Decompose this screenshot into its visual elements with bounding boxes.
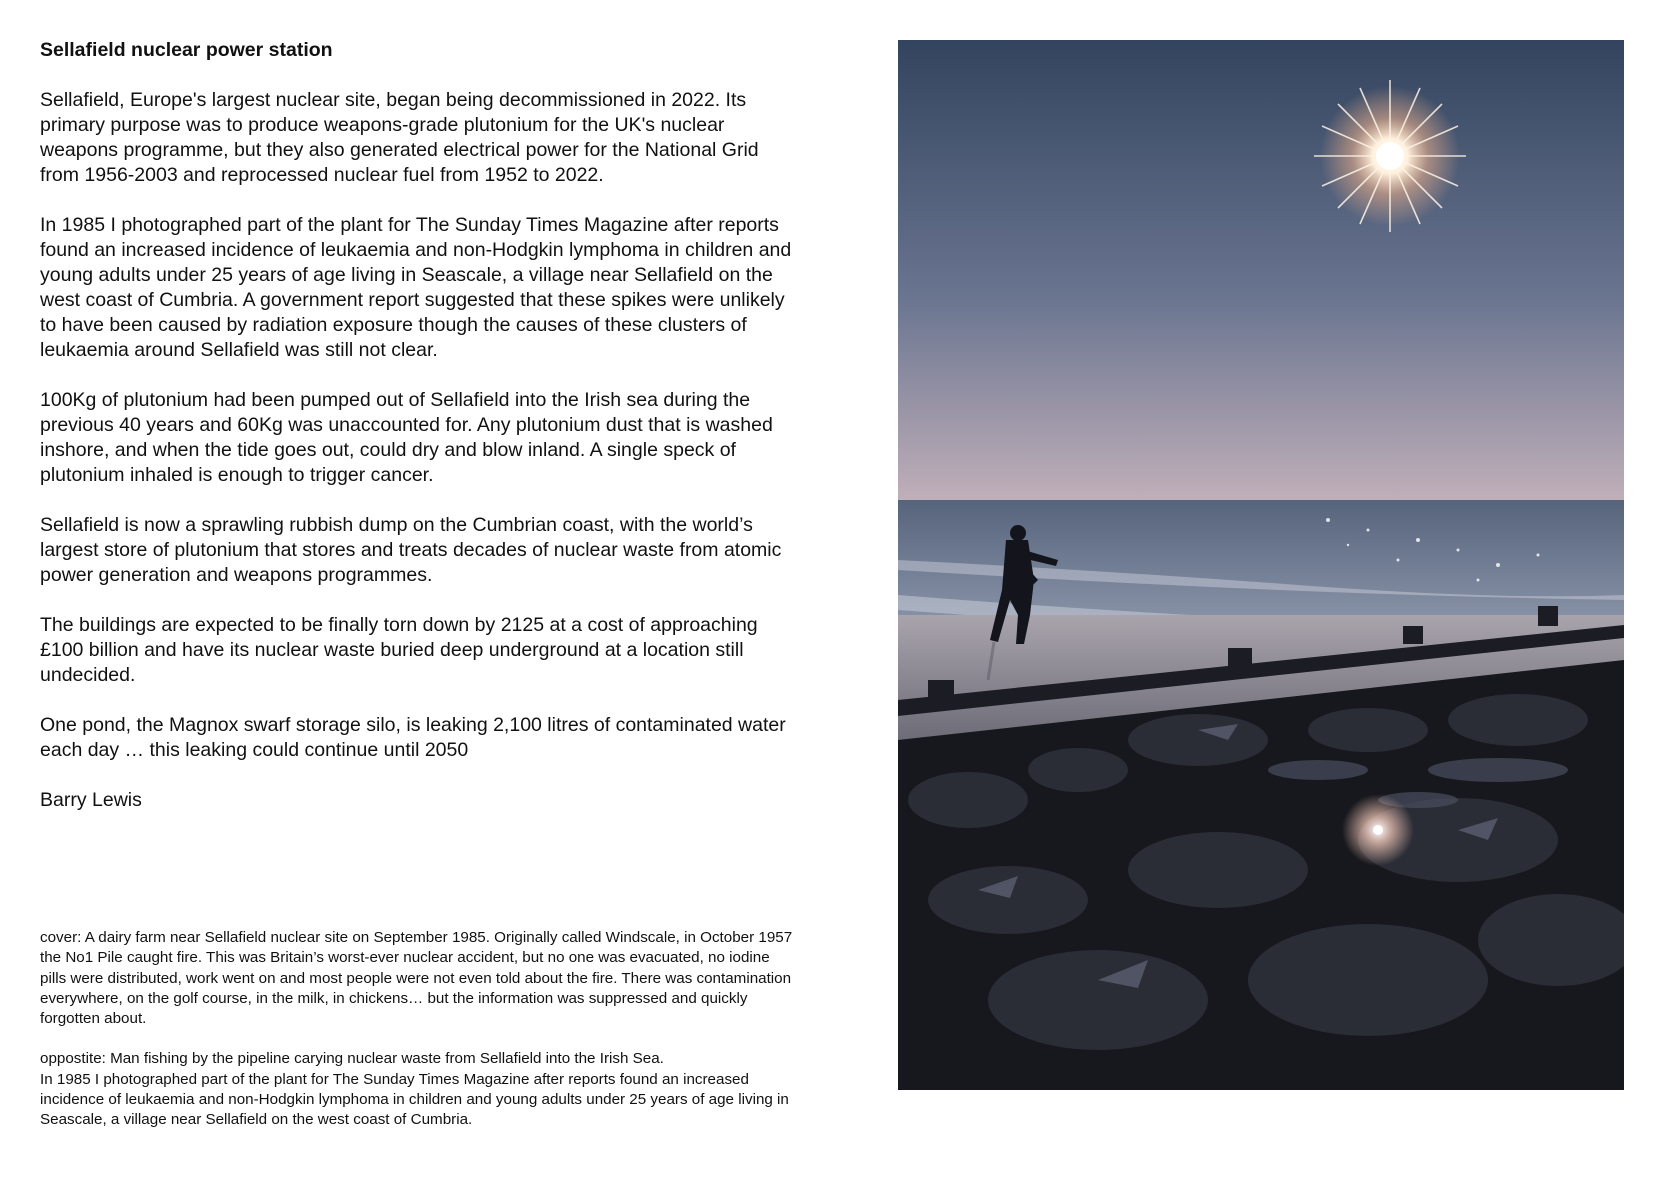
article-paragraph-1: Sellafield, Europe's largest nuclear site, began being decommissioned in 2022. Its primary purpose was to produce weapons-grade plutonium for the UK's nuclear weapons programme, but they also generated electrical power for the National Grid from 1956-2003 and reprocessed nuclear fuel from 1952 to 2022. [40,89,759,186]
cover-caption: cover: A dairy farm near Sellafield nuclear site on September 1985. Originally called Windscale, in October 1957 the No1 Pile caught fire. This was Britain’s worst-ever nuclear accident, but no one was evacuated, no iodine pills were distributed, work went on and most people were not even told about the fire. There was contamination everywhere, on the golf course, in the milk, in chickens… but the information was suppressed and quickly forgotten about. [40,929,793,1028]
photo-captions [40,928,800,1151]
beach-fishing-photo [898,40,1624,1090]
article-paragraph-4: Sellafield is now a sprawling rubbish dump on the Cumbrian coast, with the world’s largest store of plutonium that stores and treats decades of nuclear waste from atomic power generation and weapons programmes. [40,514,782,586]
article-paragraph-3: 100Kg of plutonium had been pumped out of Sellafield into the Irish sea during the previous 40 years and 60Kg was unaccounted for. Any plutonium dust that is washed inshore, and when the tide goes out, could dry and blow inland. A single speck of plutonium inhaled is enough to trigger cancer. [40,389,773,486]
opposite-caption: oppostite: Man fishing by the pipeline carying nuclear waste from Sellafield into the Irish Sea. In 1985 I photographed part of the plant for The Sunday Times Magazine after reports found an increased incidence of leukaemia and non-Hodgkin lymphoma in children and young adults under 25 years of age living in Seascale, a village near Sellafield on the west coast of Cumbria. [40,1050,789,1129]
article-body [40,38,800,813]
sky [898,40,1624,510]
article-title: Sellafield nuclear power station [40,39,333,61]
article-paragraph-6: One pond, the Magnox swarf storage silo, is leaking 2,100 litres of contaminated water each day … this leaking could continue until 2050 [40,714,786,761]
photo-illustration [898,40,1624,1090]
article-paragraph-5: The buildings are expected to be finally torn down by 2125 at a cost of approaching £100 billion and have its nuclear waste buried deep underground at a location still undecided. [40,614,758,686]
article-paragraph-2: In 1985 I photographed part of the plant for The Sunday Times Magazine after reports found an increased incidence of leukaemia and non-Hodgkin lymphoma in children and young adults under 25 years of age living in Seascale, a village near Sellafield on the west coast of Cumbria. A government report suggested that these spikes were unlikely to have been caused by radiation exposure though the causes of these clusters of leukaemia around Sellafield was still not clear. [40,214,792,361]
author-name: Barry Lewis [40,789,142,811]
